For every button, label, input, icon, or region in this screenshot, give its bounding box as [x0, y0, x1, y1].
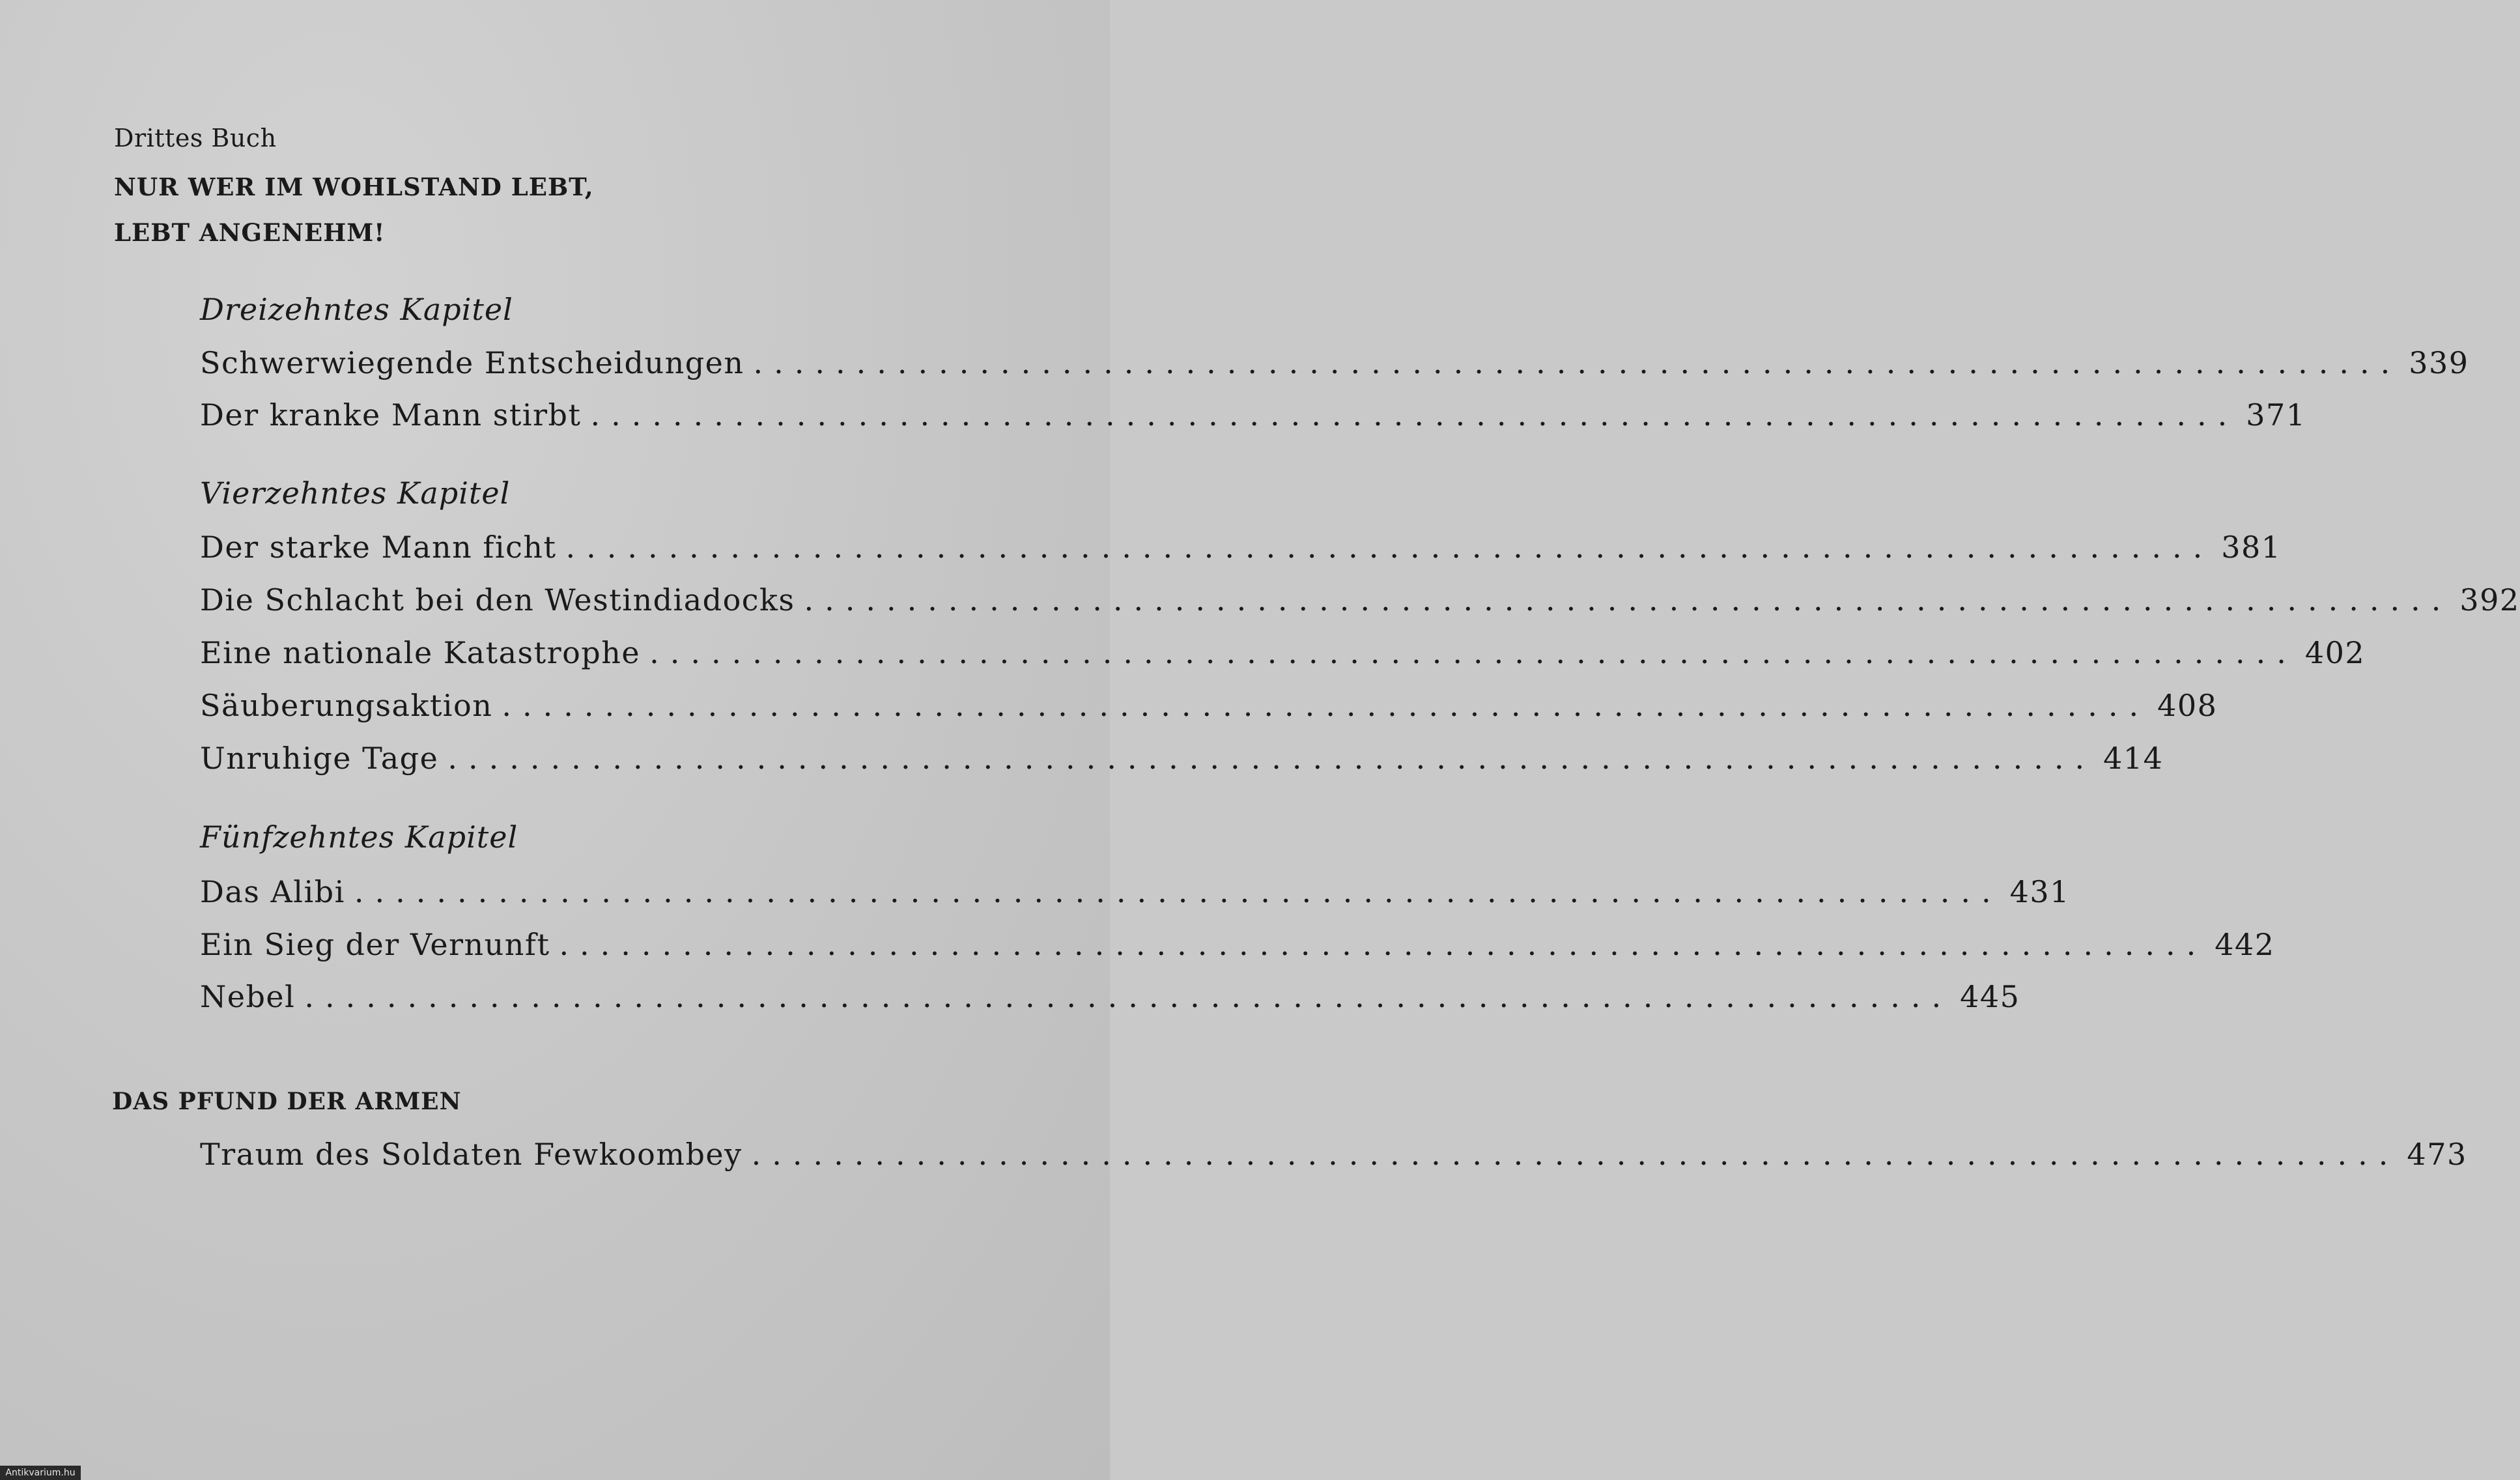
toc-entry [200, 1137, 2467, 1176]
toc-entry-page: 339 [2409, 345, 2469, 380]
toc-leader-dots: ................................................................................ [804, 582, 2452, 618]
chapter-heading: Dreizehntes Kapitel [200, 292, 513, 327]
toc-entry [200, 530, 2282, 569]
watermark-label: Antikvarium.hu [0, 1466, 81, 1480]
toc-entry [200, 582, 2520, 621]
toc-entry-title: Schwerwiegende Entscheidungen [200, 345, 744, 380]
toc-leader-dots: ................................................................................ [304, 979, 1953, 1014]
book-part-title-line-1: NUR WER IM WOHLSTAND LEBT, [114, 173, 594, 201]
toc-entry-page: 402 [2304, 635, 2366, 670]
toc-entry [200, 635, 2366, 674]
toc-leader-dots: ................................................................................ [559, 927, 2207, 962]
toc-entry-title: Säuberungsaktion [200, 688, 493, 723]
toc-leader-dots: ................................................................................ [447, 741, 2096, 776]
toc-entry-title: Unruhige Tage [200, 741, 439, 776]
toc-entry [200, 741, 2164, 780]
chapter-heading: Fünfzehntes Kapitel [200, 819, 518, 855]
toc-entry-page: 414 [2103, 741, 2164, 776]
toc-entry [200, 874, 2070, 913]
toc-entry-title: Die Schlacht bei den Westindiadocks [200, 582, 795, 618]
toc-entry-page: 442 [2215, 927, 2275, 962]
chapter-heading: Vierzehntes Kapitel [200, 476, 511, 511]
toc-entry-title: Nebel [200, 979, 296, 1014]
toc-leader-dots: ................................................................................ [354, 874, 2002, 909]
toc-entry [200, 345, 2469, 384]
toc-entry-title: Traum des Soldaten Fewkoombey [200, 1137, 743, 1172]
toc-entry [200, 979, 2020, 1018]
toc-entry-page: 445 [1960, 979, 2020, 1014]
toc-entry-title: Eine nationale Katastrophe [200, 635, 641, 670]
toc-entry-page: 371 [2246, 397, 2306, 433]
toc-entry-page: 408 [2157, 688, 2218, 723]
toc-entry-page: 392 [2459, 582, 2520, 618]
toc-entry [200, 927, 2275, 966]
book-part-title-line-2: LEBT ANGENEHM! [114, 218, 386, 247]
toc-leader-dots: ................................................................................ [649, 635, 2297, 670]
toc-entry-page: 431 [2009, 874, 2070, 909]
toc-entry-page: 381 [2221, 530, 2282, 565]
toc-leader-dots: ................................................................................ [590, 397, 2239, 433]
toc-entry-title: Das Alibi [200, 874, 345, 909]
toc-leader-dots: ................................................................................ [753, 345, 2401, 380]
toc-entry [200, 688, 2218, 727]
toc-entry-title: Der starke Mann ficht [200, 530, 557, 565]
toc-leader-dots: ................................................................................ [502, 688, 2150, 723]
book-part-label: Drittes Buch [114, 124, 277, 152]
toc-entry-title: Der kranke Mann stirbt [200, 397, 582, 433]
toc-entry-page: 473 [2407, 1137, 2467, 1172]
toc-entry [200, 397, 2306, 436]
toc-leader-dots: ................................................................................ [565, 530, 2214, 565]
toc-entry-title: Ein Sieg der Vernunft [200, 927, 550, 962]
section-heading: DAS PFUND DER ARMEN [112, 1088, 462, 1115]
toc-leader-dots: ................................................................................ [751, 1137, 2400, 1172]
